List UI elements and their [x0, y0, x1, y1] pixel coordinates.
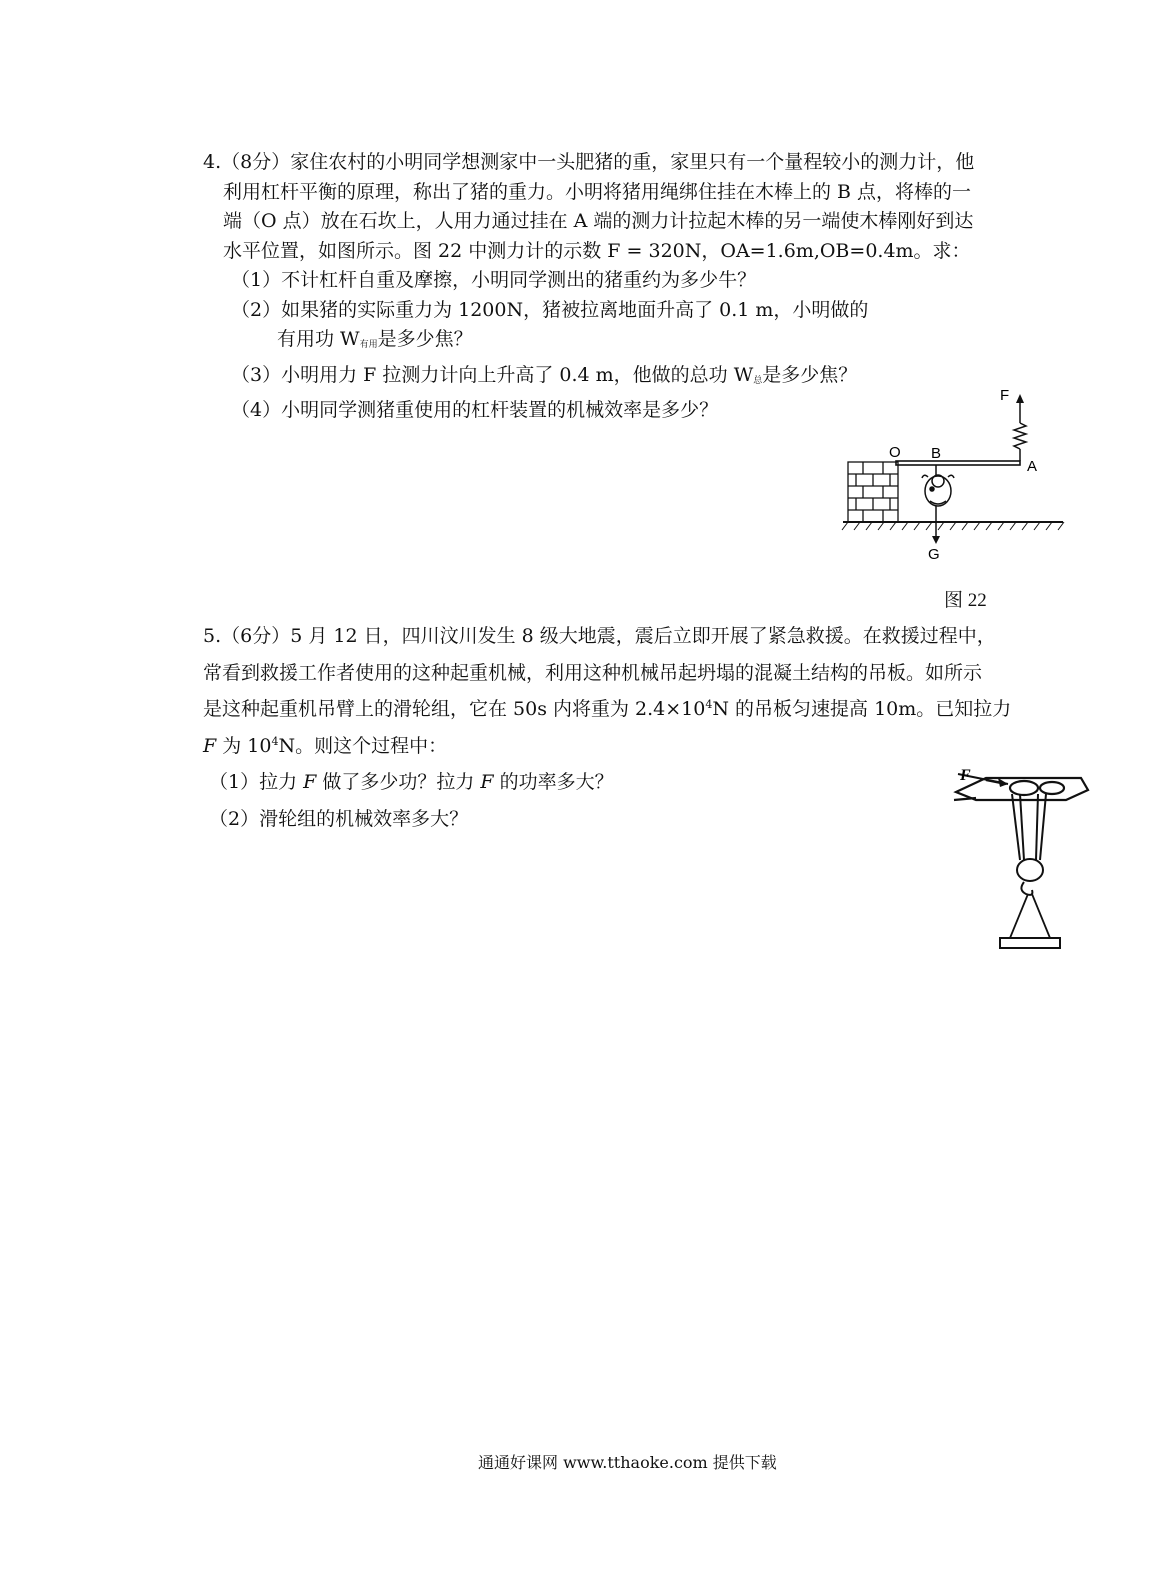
pig-icon [922, 475, 954, 506]
weight-arrow-head [932, 536, 940, 544]
movable-pulley [1017, 859, 1043, 895]
q5-line-4-text: 为 10 [216, 734, 272, 757]
force-arrow-head [1016, 394, 1024, 403]
q4-subquestion-2: （2）如果猪的实际重力为 1200N，猪被拉离地面升高了 0.1 m，小明做的 [231, 298, 869, 321]
q4-sub3-text: （3）小明用力 F 拉测力计向上升高了 0.4 m，他做的总功 W [231, 363, 754, 386]
q5-line-1: 5.（6分）5 月 12 日，四川汶川发生 8 级大地震，震后立即开展了紧急救援。在救援过程中， [203, 625, 996, 647]
q5-line-4-text-end: N。则这个过程中： [278, 734, 448, 757]
q4-subquestion-1: （1）不计杠杆自重及摩擦，小明同学测出的猪重约为多少牛？ [231, 269, 757, 291]
q5-line-4-symbol: F [203, 734, 217, 757]
q5-sub1-symbol-1: F [303, 771, 317, 793]
label-A: A [1027, 458, 1038, 475]
figure-pulley-block [946, 760, 1096, 960]
q5-sub1-symbol-2: F [480, 771, 494, 793]
question-4 [203, 148, 1083, 426]
q4-sub3-text-end: 是多少焦？ [762, 363, 858, 386]
q4-sub2-subscript: 有用 [359, 340, 378, 350]
q5-line-2: 常看到救援工作者使用的这种起重机械，利用这种机械吊起坍塌的混凝土结构的吊板。如所示 [203, 661, 983, 684]
sling-cables [1010, 894, 1050, 938]
q4-sub2-text-end: 是多少焦？ [377, 328, 473, 350]
q4-subquestion-4: （4）小明同学测猪重使用的杠杆装置的机械效率是多少？ [231, 399, 719, 421]
q5-line-4-exponent: 4 [271, 734, 279, 748]
q4-sub3-subscript: 总 [753, 375, 763, 386]
label-G: G [928, 546, 940, 563]
label-pulley-F: F [960, 767, 971, 784]
q4-sub2-text: 有用功 W [277, 328, 360, 350]
figure-22-lever-diagram [838, 385, 1078, 570]
q4-line-3: 端（O 点）放在石坎上，人用力通过挂在 A 端的测力计拉起木棒的另一端使木棒刚好到达 [223, 210, 974, 232]
q5-sub1-text-c: 的功率多大？ [493, 771, 614, 793]
brick-wall [848, 462, 898, 522]
ground-hatching [842, 522, 1064, 530]
q5-sub1-text-a: （1）拉力 [209, 771, 304, 793]
q4-line-4: 水平位置，如图所示。图 22 中测力计的示数 F = 320N，OA=1.6m,OB=0.4m。求： [223, 239, 971, 262]
q5-line-3-text: 是这种起重机吊臂上的滑轮组，它在 50s 内将重为 2.4×10 [203, 698, 706, 720]
q4-subquestion-2-cont [203, 325, 1083, 361]
lever-bar [896, 461, 1020, 465]
q5-line-3 [203, 691, 1093, 728]
q5-line-4 [203, 728, 1093, 765]
q4-line-2: 利用杠杆平衡的原理，称出了猪的重力。小明将猪用绳绑住挂在木棒上的 B 点，将棒的一 [223, 180, 972, 203]
pull-arrow-head [998, 778, 1008, 787]
label-B: B [931, 445, 942, 462]
q5-line-3-text-end: N 的吊板匀速提高 10m。已知拉力 [712, 698, 1012, 720]
q5-sub1-text-b: 做了多少功？拉力 [316, 771, 481, 793]
pulley-ropes [1012, 794, 1046, 860]
q4-line-1: 4.（8分）家住农村的小明同学想测家中一头肥猪的重，家里只有一个量程较小的测力计，他 [203, 151, 975, 173]
load-slab [1000, 938, 1060, 948]
spring-scale [1014, 423, 1026, 449]
label-F: F [1000, 387, 1010, 404]
label-O: O [889, 444, 901, 461]
footer-text: 通通好课网 www.tthaoke.com 提供下载 [478, 1453, 777, 1472]
q5-subquestion-2: （2）滑轮组的机械效率多大？ [209, 807, 469, 830]
q5-line-3-exponent: 4 [705, 698, 713, 711]
figure-22-caption: 图 22 [944, 590, 987, 611]
